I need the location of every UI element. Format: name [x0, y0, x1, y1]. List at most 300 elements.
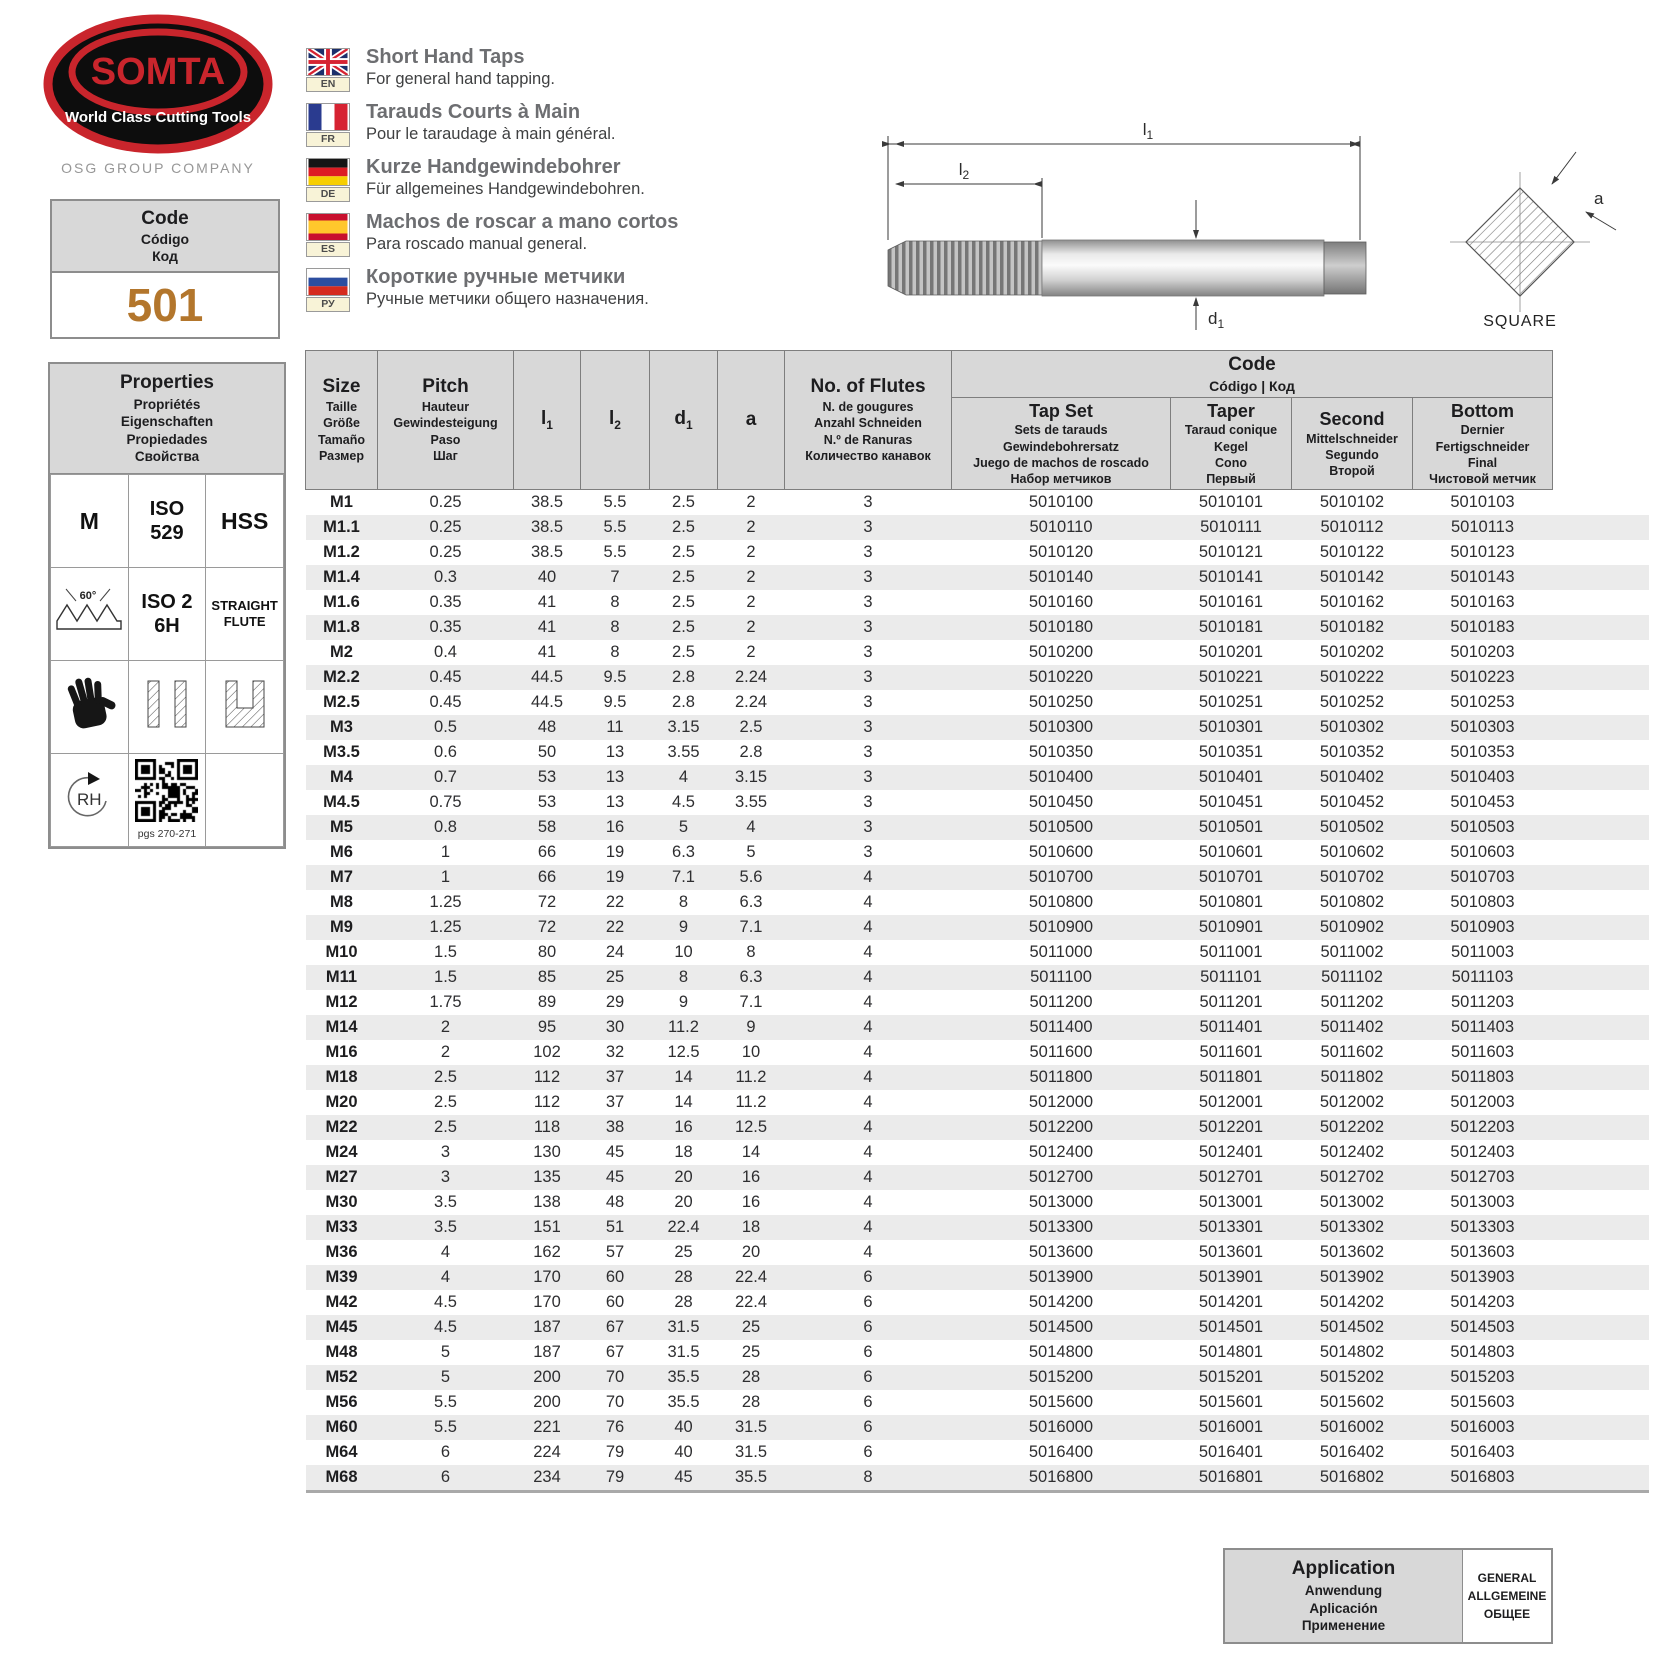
- cell-taper: 5010121: [1198, 543, 1264, 562]
- lang-block-es: [296, 209, 856, 263]
- cell-taper: 5010201: [1198, 643, 1264, 662]
- cell-d1: 2.5: [672, 493, 695, 512]
- cell-bottom: 5014503: [1450, 1318, 1515, 1337]
- cell-second: 5011402: [1320, 1018, 1384, 1037]
- cell-taper: 5010501: [1198, 818, 1264, 837]
- cell-pitch: 0.6: [434, 743, 457, 762]
- cell-taper: 5010161: [1198, 593, 1264, 612]
- cell-taper: 5010101: [1198, 493, 1264, 512]
- cell-l1: 58: [537, 818, 557, 837]
- cell-size: M60: [325, 1418, 358, 1437]
- cell-l2: 29: [605, 993, 625, 1012]
- cell-tap-set: 5012700: [1028, 1168, 1094, 1187]
- cell-d1: 2.8: [672, 693, 695, 712]
- cell-l2: 57: [605, 1243, 625, 1262]
- cell-l2: 5.5: [603, 493, 627, 512]
- cell-l2: 32: [605, 1043, 625, 1062]
- cell-tap-set: 5010700: [1028, 868, 1094, 887]
- cell-tap-set: 5013000: [1028, 1193, 1094, 1212]
- lang-title: Kurze Handgewindebohrer: [366, 156, 621, 178]
- cell-second: 5010252: [1319, 693, 1385, 712]
- cell-bottom: 5010903: [1450, 918, 1515, 937]
- cell-second: 5014202: [1319, 1293, 1385, 1312]
- cell-l1: 72: [537, 893, 557, 912]
- cell-spacer: [1553, 915, 1649, 940]
- dim-d1-label: $d_1$: [1208, 309, 1225, 330]
- dim-l2-label: $l_2$: [958, 160, 970, 182]
- cell-second: 5012202: [1319, 1118, 1385, 1137]
- somta-logo: [42, 14, 274, 156]
- cell-bottom: 5010253: [1450, 693, 1515, 712]
- cell-tap-set: 5010200: [1028, 643, 1094, 662]
- tap-thread-section: [888, 241, 1042, 295]
- cell-l2: 60: [605, 1293, 625, 1312]
- table-row: [306, 1115, 1649, 1140]
- table-row: [306, 665, 1649, 690]
- application-box: [1223, 1548, 1553, 1644]
- cell-flutes: 4: [863, 943, 873, 962]
- col-head-size: Size Taille Größe Tamaño Размер: [306, 351, 378, 490]
- cell-taper: 5010701: [1198, 868, 1264, 887]
- table-row: [306, 565, 1649, 590]
- cell-taper: 5015601: [1198, 1393, 1264, 1412]
- cell-size: M48: [325, 1343, 358, 1362]
- cell-spacer: [1553, 715, 1649, 740]
- table-row: [306, 1440, 1649, 1465]
- cell-spacer: [1553, 790, 1649, 815]
- cell-a: 10: [741, 1043, 761, 1062]
- cell-tap-set: 5011200: [1029, 993, 1093, 1012]
- cell-d1: 31.5: [667, 1343, 700, 1362]
- cell-l1: 44.5: [530, 693, 564, 712]
- cell-taper: 5010351: [1198, 743, 1264, 762]
- cell-d1: 11.2: [668, 1018, 699, 1037]
- cell-size: M14: [325, 1018, 358, 1037]
- cell-spacer: [1553, 1390, 1649, 1415]
- cell-taper: 5011201: [1199, 993, 1263, 1012]
- cell-l1: 138: [533, 1193, 561, 1212]
- lang-title: Tarauds Courts à Main: [366, 101, 581, 123]
- cell-tap-set: 5011400: [1029, 1018, 1093, 1037]
- cell-pitch: 6: [440, 1468, 451, 1487]
- cell-size: M2.2: [323, 668, 360, 687]
- cell-l1: 95: [537, 1018, 557, 1037]
- cell-flutes: 3: [863, 668, 873, 687]
- cell-tap-set: 5011600: [1029, 1043, 1093, 1062]
- table-row: [306, 890, 1649, 915]
- cell-second: 5015602: [1319, 1393, 1385, 1412]
- cell-bottom: 5011603: [1451, 1043, 1515, 1062]
- prop-hss: HSS: [206, 474, 284, 567]
- cell-bottom: 5010123: [1450, 543, 1515, 562]
- cell-second: 5010452: [1319, 793, 1385, 812]
- cell-tap-set: 5011100: [1030, 968, 1092, 987]
- cell-size: M2.5: [323, 693, 360, 712]
- cell-l1: 38.5: [530, 493, 564, 512]
- cell-tap-set: 5010400: [1028, 768, 1094, 787]
- cell-size: M24: [325, 1143, 358, 1162]
- cell-taper: 5010221: [1198, 668, 1264, 687]
- cell-a: 2: [746, 643, 756, 662]
- cell-flutes: 3: [863, 818, 873, 837]
- cell-tap-set: 5010350: [1028, 743, 1094, 762]
- cell-a: 16: [741, 1193, 761, 1212]
- cell-spacer: [1553, 665, 1649, 690]
- lang-block-en: [296, 44, 856, 98]
- cell-size: M1.4: [323, 568, 360, 587]
- cell-second: 5010502: [1319, 818, 1385, 837]
- cell-d1: 5: [678, 818, 689, 837]
- cell-l2: 24: [605, 943, 625, 962]
- blind-hole-icon: [223, 678, 267, 730]
- cell-flutes: 4: [863, 1193, 873, 1212]
- table-row: [306, 1015, 1649, 1040]
- cell-a: 5.6: [739, 868, 763, 887]
- cell-second: 5010602: [1319, 843, 1385, 862]
- lang-block-fr: [296, 99, 856, 153]
- cell-tap-set: 5010220: [1028, 668, 1094, 687]
- cell-d1: 35.5: [667, 1393, 700, 1412]
- cell-l1: 41: [537, 593, 557, 612]
- cell-taper: 5013901: [1198, 1268, 1264, 1287]
- svg-text:RH: RH: [77, 790, 102, 810]
- cell-bottom: 5010303: [1450, 718, 1515, 737]
- cell-pitch: 0.25: [429, 543, 462, 562]
- cell-a: 2.5: [739, 718, 763, 737]
- cell-pitch: 3.5: [434, 1218, 457, 1237]
- cell-bottom: 5010353: [1450, 743, 1515, 762]
- russia-flag-icon: [306, 268, 350, 296]
- cell-size: M42: [325, 1293, 358, 1312]
- cell-flutes: 6: [863, 1318, 873, 1337]
- cell-tap-set: 5013900: [1028, 1268, 1094, 1287]
- cell-taper: 5011601: [1199, 1043, 1263, 1062]
- cell-taper: 5014801: [1198, 1343, 1264, 1362]
- cell-a: 4: [746, 818, 756, 837]
- application-value: GENERAL ALLGEMEINE ОБЩЕЕ: [1463, 1550, 1551, 1642]
- cell-spacer: [1553, 490, 1649, 516]
- table-row: [306, 840, 1649, 865]
- col-head-taper: Taper Taraud conique Kegel Cono Первый: [1171, 397, 1292, 490]
- cell-pitch: 4.5: [434, 1318, 457, 1337]
- cell-a: 2: [746, 518, 756, 537]
- lang-subtitle: Pour le taraudage à main général.: [366, 125, 616, 143]
- cell-tap-set: 5010500: [1028, 818, 1094, 837]
- cell-pitch: 0.3: [434, 568, 457, 587]
- lang-title: Короткие ручные метчики: [366, 266, 626, 288]
- cell-taper: 5010901: [1198, 918, 1264, 937]
- code-box: [50, 199, 280, 339]
- svg-text:60°: 60°: [80, 590, 97, 603]
- cell-l1: 162: [533, 1243, 561, 1262]
- cell-second: 5011102: [1321, 968, 1383, 987]
- cell-a: 22.4: [734, 1268, 768, 1287]
- cell-pitch: 0.25: [429, 493, 462, 512]
- cell-l1: 85: [537, 968, 557, 987]
- cell-flutes: 6: [863, 1443, 873, 1462]
- lang-tag: FR: [306, 132, 350, 147]
- square-detail: [1466, 188, 1574, 296]
- table-row: [306, 1390, 1649, 1415]
- cell-l1: 170: [533, 1268, 561, 1287]
- table-row: [306, 640, 1649, 665]
- cell-d1: 45: [674, 1468, 693, 1487]
- cell-bottom: 5011403: [1451, 1018, 1515, 1037]
- cell-l1: 38.5: [530, 518, 564, 537]
- cell-d1: 9: [678, 993, 689, 1012]
- cell-size: M11: [325, 968, 358, 987]
- cell-bottom: 5010103: [1450, 493, 1515, 512]
- table-row: [306, 915, 1649, 940]
- cell-bottom: 5010113: [1451, 518, 1515, 537]
- cell-second: 5014802: [1319, 1343, 1385, 1362]
- table-row: [306, 965, 1649, 990]
- table-row: [306, 790, 1649, 815]
- cell-size: M8: [330, 893, 353, 912]
- cell-tap-set: 5012200: [1028, 1118, 1094, 1137]
- cell-l1: 221: [533, 1418, 561, 1437]
- cell-l2: 30: [605, 1018, 625, 1037]
- cell-second: 5016402: [1319, 1443, 1385, 1462]
- cell-l2: 70: [605, 1393, 625, 1412]
- table-row: [306, 865, 1649, 890]
- cell-flutes: 4: [863, 993, 873, 1012]
- cell-l1: 50: [537, 743, 557, 762]
- cell-d1: 25: [674, 1243, 693, 1262]
- cell-a: 2: [746, 493, 756, 512]
- cell-taper: 5013001: [1198, 1193, 1264, 1212]
- cell-pitch: 3: [440, 1168, 451, 1187]
- cell-l2: 48: [605, 1193, 625, 1212]
- cell-a: 11.2: [735, 1093, 767, 1112]
- cell-l2: 8: [610, 643, 620, 662]
- cell-taper: 5013601: [1198, 1243, 1264, 1262]
- cell-l2: 76: [605, 1418, 625, 1437]
- cell-size: M6: [330, 843, 353, 862]
- cell-bottom: 5012403: [1450, 1143, 1515, 1162]
- cell-l2: 13: [605, 793, 625, 812]
- cell-a: 3.15: [734, 768, 768, 787]
- cell-second: 5015202: [1319, 1368, 1385, 1387]
- lang-block-ru: [296, 264, 856, 318]
- cell-second: 5012002: [1319, 1093, 1385, 1112]
- cell-l2: 79: [605, 1468, 625, 1487]
- cell-pitch: 0.35: [429, 618, 462, 637]
- cell-flutes: 4: [863, 1018, 873, 1037]
- lang-subtitle: Ручные метчики общего назначения.: [366, 290, 649, 308]
- cell-tap-set: 5015200: [1028, 1368, 1094, 1387]
- cell-taper: 5012201: [1198, 1118, 1264, 1137]
- cell-spacer: [1553, 1340, 1649, 1365]
- cell-taper: 5012001: [1198, 1093, 1264, 1112]
- table-row: [306, 1090, 1649, 1115]
- cell-flutes: 6: [863, 1268, 873, 1287]
- cell-bottom: 5014803: [1450, 1343, 1515, 1362]
- cell-second: 5016802: [1319, 1468, 1385, 1487]
- cell-a: 22.4: [734, 1293, 768, 1312]
- cell-flutes: 3: [863, 543, 873, 562]
- cell-second: 5010102: [1319, 493, 1385, 512]
- cell-d1: 2.5: [672, 618, 695, 637]
- tap-table-body: [306, 490, 1649, 1492]
- cell-flutes: 3: [863, 693, 873, 712]
- lang-title: Machos de roscar a mano cortos: [366, 211, 679, 233]
- cell-spacer: [1553, 1040, 1649, 1065]
- cell-flutes: 6: [863, 1368, 873, 1387]
- cell-a: 35.5: [734, 1468, 768, 1487]
- cell-a: 2.24: [734, 693, 768, 712]
- cell-flutes: 6: [863, 1343, 873, 1362]
- cell-flutes: 3: [863, 843, 873, 862]
- table-row: [306, 1340, 1649, 1365]
- cell-size: M68: [325, 1468, 358, 1487]
- cell-a: 25: [741, 1318, 761, 1337]
- lang-subtitle: Für allgemeines Handgewindebohren.: [366, 180, 645, 198]
- cell-second: 5010142: [1319, 568, 1385, 587]
- cell-tap-set: 5010100: [1028, 493, 1094, 512]
- cell-a: 14: [741, 1143, 761, 1162]
- cell-second: 5010352: [1319, 743, 1385, 762]
- table-row: [306, 1365, 1649, 1390]
- cell-bottom: 5010803: [1450, 893, 1515, 912]
- cell-pitch: 5.5: [434, 1418, 457, 1437]
- cell-d1: 28: [674, 1268, 693, 1287]
- cell-d1: 2.5: [672, 568, 695, 587]
- cell-second: 5012402: [1319, 1143, 1385, 1162]
- cell-l2: 7: [610, 568, 620, 587]
- cell-size: M2: [330, 643, 353, 662]
- cell-l2: 8: [610, 618, 620, 637]
- cell-bottom: 5010503: [1450, 818, 1515, 837]
- table-row: [306, 1290, 1649, 1315]
- cell-second: 5013002: [1319, 1193, 1385, 1212]
- cell-spacer: [1553, 1190, 1649, 1215]
- cell-d1: 7.1: [672, 868, 695, 887]
- cell-l1: 80: [537, 943, 557, 962]
- cell-l2: 22: [605, 893, 625, 912]
- cell-tap-set: 5010800: [1028, 893, 1094, 912]
- cell-tap-set: 5010600: [1028, 843, 1094, 862]
- cell-taper: 5010301: [1198, 718, 1264, 737]
- col-head-second: Second Mittelschneider Segundo Второй: [1292, 397, 1413, 490]
- cell-bottom: 5011103: [1451, 968, 1514, 987]
- cell-flutes: 6: [863, 1293, 873, 1312]
- cell-bottom: 5013303: [1450, 1218, 1515, 1237]
- cell-flutes: 3: [863, 518, 873, 537]
- cell-second: 5016002: [1319, 1418, 1385, 1437]
- cell-tap-set: 5016800: [1028, 1468, 1094, 1487]
- cell-size: M9: [330, 918, 353, 937]
- cell-l2: 22: [605, 918, 625, 937]
- cell-d1: 4.5: [672, 793, 695, 812]
- cell-d1: 2.5: [672, 593, 695, 612]
- cell-spacer: [1553, 865, 1649, 890]
- table-row: [306, 515, 1649, 540]
- cell-l1: 66: [537, 868, 557, 887]
- cell-taper: 5014201: [1198, 1293, 1264, 1312]
- cell-flutes: 4: [863, 1068, 873, 1087]
- cell-l2: 5.5: [603, 518, 627, 537]
- cell-pitch: 2.5: [434, 1068, 457, 1087]
- cell-a: 9: [746, 1018, 756, 1037]
- cell-a: 7.1: [739, 993, 763, 1012]
- cell-d1: 18: [674, 1143, 693, 1162]
- table-row: [306, 1240, 1649, 1265]
- cell-spacer: [1553, 965, 1649, 990]
- cell-l1: 112: [533, 1068, 561, 1087]
- cell-l2: 13: [605, 743, 625, 762]
- cell-l2: 19: [605, 843, 625, 862]
- cell-l1: 102: [533, 1043, 561, 1062]
- cell-taper: 5011401: [1199, 1018, 1263, 1037]
- cell-second: 5010902: [1319, 918, 1385, 937]
- cell-d1: 3.15: [667, 718, 700, 737]
- table-row: [306, 590, 1649, 615]
- cell-bottom: 5010183: [1450, 618, 1515, 637]
- cell-tap-set: 5010120: [1028, 543, 1094, 562]
- cell-bottom: 5016003: [1450, 1418, 1515, 1437]
- cell-bottom: 5014203: [1450, 1293, 1515, 1312]
- cell-d1: 9: [678, 918, 689, 937]
- prop-iso529: ISO 529: [128, 474, 206, 567]
- cell-size: M3: [330, 718, 353, 737]
- lang-subtitle: Para roscado manual general.: [366, 235, 588, 253]
- tap-square-end: [1324, 242, 1366, 294]
- cell-a: 6.3: [739, 893, 763, 912]
- cell-spacer: [1553, 815, 1649, 840]
- cell-spacer: [1553, 1115, 1649, 1140]
- table-row: [306, 740, 1649, 765]
- cell-pitch: 1: [440, 843, 451, 862]
- cell-spacer: [1553, 1165, 1649, 1190]
- prop-thread-profile: [51, 567, 129, 660]
- cell-l2: 9.5: [603, 668, 627, 687]
- cell-bottom: 5013603: [1450, 1243, 1515, 1262]
- cell-bottom: 5010143: [1450, 568, 1515, 587]
- cell-second: 5010182: [1319, 618, 1385, 637]
- cell-d1: 8: [678, 893, 689, 912]
- col-head-flutes: No. of Flutes N. de gougures Anzahl Schneiden N.º de Ranuras Количество канавок: [785, 351, 952, 490]
- cell-d1: 2.5: [672, 543, 695, 562]
- cell-d1: 4: [678, 768, 689, 787]
- cell-d1: 16: [674, 1118, 693, 1137]
- cell-taper: 5011101: [1200, 968, 1262, 987]
- cell-l2: 11: [606, 718, 624, 737]
- cell-tap-set: 5011800: [1029, 1068, 1093, 1087]
- cell-taper: 5010801: [1198, 893, 1264, 912]
- cell-tap-set: 5010110: [1029, 518, 1093, 537]
- lang-tag: ES: [306, 242, 350, 257]
- cell-size: M1.8: [323, 618, 360, 637]
- cell-tap-set: 5010900: [1028, 918, 1094, 937]
- cell-size: M4: [330, 768, 353, 787]
- cell-l2: 38: [605, 1118, 625, 1137]
- cell-d1: 40: [674, 1443, 693, 1462]
- cell-pitch: 0.8: [434, 818, 457, 837]
- cell-flutes: 3: [863, 718, 873, 737]
- col-head-l1: $l_1$: [514, 351, 581, 490]
- cell-pitch: 1.25: [429, 918, 462, 937]
- cell-bottom: 5010223: [1450, 668, 1515, 687]
- cell-second: 5013902: [1319, 1268, 1385, 1287]
- cell-a: 25: [741, 1343, 761, 1362]
- cell-flutes: 3: [863, 493, 873, 512]
- logo-tagline: World Class Cutting Tools: [64, 109, 252, 126]
- cell-taper: 5013301: [1198, 1218, 1264, 1237]
- cell-spacer: [1553, 690, 1649, 715]
- table-row: [306, 615, 1649, 640]
- table-row: [306, 690, 1649, 715]
